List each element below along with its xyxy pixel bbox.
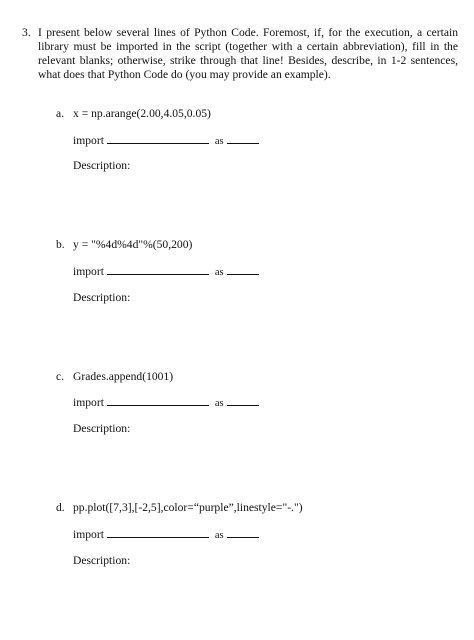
library-blank[interactable] <box>107 528 209 538</box>
import-label: import <box>73 134 104 147</box>
part-letter: d. <box>56 501 65 514</box>
as-label: as <box>214 530 224 541</box>
code-line: x = np.arange(2.00,4.05,0.05) <box>73 107 211 120</box>
description-label: Description: <box>73 554 131 567</box>
import-row <box>73 134 259 147</box>
question-text: I present below several lines of Python Code. Foremost, if, for the execution, a certain library must be imported in the script (together with a certain abbreviation), fill in the relevant blanks; otherwise, strike through that line! Besides, describe, in 1-2 sentences, what does that Python Code do (you may provide an example). <box>38 26 458 81</box>
import-row <box>73 265 259 278</box>
import-label: import <box>73 265 104 278</box>
abbreviation-blank[interactable] <box>227 528 259 538</box>
code-line: y = "%4d%4d"%(50,200) <box>73 238 193 251</box>
as-label: as <box>214 398 224 409</box>
part-letter: c. <box>56 370 65 383</box>
abbreviation-blank[interactable] <box>227 265 259 275</box>
as-label: as <box>214 267 224 278</box>
import-row <box>73 528 259 541</box>
code-line: Grades.append(1001) <box>73 370 174 383</box>
description-label: Description: <box>73 159 131 172</box>
library-blank[interactable] <box>107 134 209 144</box>
abbreviation-blank[interactable] <box>227 396 259 406</box>
library-blank[interactable] <box>107 265 209 275</box>
question-number: 3. <box>22 26 31 39</box>
import-label: import <box>73 528 104 541</box>
part-letter: a. <box>56 107 65 120</box>
import-label: import <box>73 396 104 409</box>
code-line: pp.plot([7,3],[-2,5],color=“purple”,linestyle="-.") <box>73 501 303 514</box>
part-letter: b. <box>56 238 65 251</box>
as-label: as <box>214 136 224 147</box>
description-label: Description: <box>73 291 131 304</box>
library-blank[interactable] <box>107 396 209 406</box>
abbreviation-blank[interactable] <box>227 134 259 144</box>
import-row <box>73 396 259 409</box>
description-label: Description: <box>73 422 131 435</box>
